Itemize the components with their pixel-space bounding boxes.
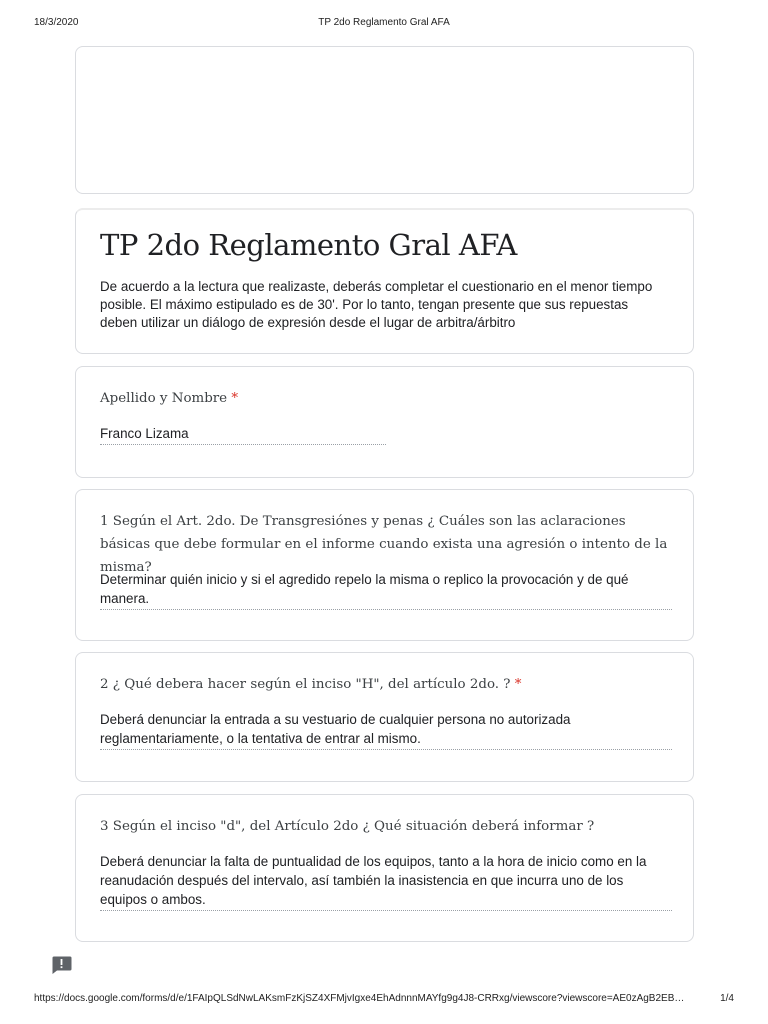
print-header <box>0 17 768 31</box>
question-card-name <box>75 366 694 478</box>
print-footer <box>0 993 768 1007</box>
answer-field[interactable]: Deberá denunciar la entrada a su vestuario de cualquier persona no autorizada reglamentariamente, o la tentativa de entrar al mismo. <box>100 710 672 750</box>
form-description: De acuerdo a la lectura que realizaste, deberás completar el cuestionario en el menor tiempo posible. El máximo estipulado es de 30'. Por lo tanto, tengan presente que sus repuestas deben utilizar un diálogo de expresión desde el lugar de arbitra/árbitro <box>100 279 653 330</box>
question-title <box>100 387 675 410</box>
form-title: TP 2do Reglamento Gral AFA <box>100 228 517 262</box>
question-text: 1 Según el Art. 2do. De Transgresiónes y penas ¿ Cuáles son las aclaraciones básicas que debe formular en el informe cuando exista una agresión o intento de la misma? <box>100 514 668 575</box>
print-url: https://docs.google.com/forms/d/e/1FAIpQLSdNwLAKsmFzKjSZ4XFMjvIgxe4EhAdnnnMAYfg9g4J8-CRRxg/viewscore?viewscore=AE0zAgB2EB… <box>34 993 685 1004</box>
question-text: 3 Según el inciso "d", del Artículo 2do ¿ Qué situación deberá informar ? <box>100 819 595 834</box>
print-date: 18/3/2020 <box>34 17 79 28</box>
answer-field[interactable]: Determinar quién inicio y si el agredido repelo la misma o replico la provocación y de qué manera. <box>100 570 672 610</box>
answer-field[interactable]: Deberá denunciar la falta de puntualidad de los equipos, tanto a la hora de inicio como en la reanudación después del intervalo, así también la inasistencia en que incurra uno de los equipos o ambos. <box>100 852 672 911</box>
answer-field[interactable]: Franco Lizama <box>100 424 386 445</box>
page-number: 1/4 <box>720 993 734 1004</box>
feedback-icon[interactable] <box>51 955 72 974</box>
question-card-3 <box>75 794 694 942</box>
question-text: 2 ¿ Qué debera hacer según el inciso "H", del artículo 2do. ? <box>100 677 511 692</box>
question-text: Apellido y Nombre <box>100 391 228 406</box>
question-title <box>100 510 675 579</box>
form-header-card <box>75 208 694 354</box>
required-asterisk: * <box>231 391 239 406</box>
header-banner <box>75 46 694 194</box>
print-title: TP 2do Reglamento Gral AFA <box>318 17 450 28</box>
question-title <box>100 815 675 838</box>
required-asterisk: * <box>514 677 522 692</box>
question-title <box>100 673 675 696</box>
question-card-1 <box>75 489 694 641</box>
question-card-2 <box>75 652 694 782</box>
